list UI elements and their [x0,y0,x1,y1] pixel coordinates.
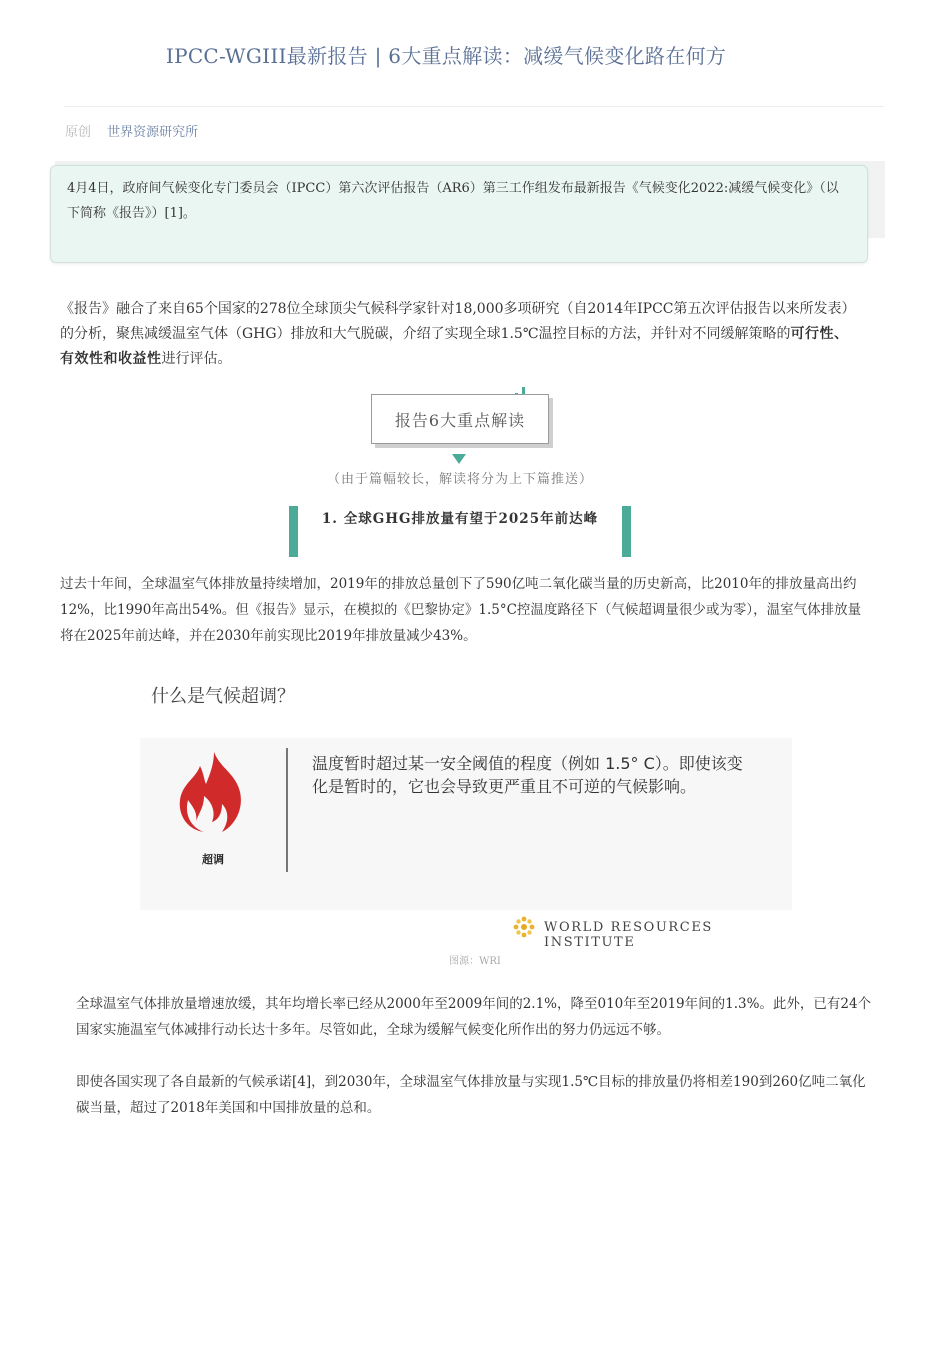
paragraph-1 [60,297,860,372]
flame-shape [180,752,241,832]
paragraph-1-text: 《报告》融合了来自65个国家的278位全球顶尖气候科学家针对18,000多项研究（自2014年IPCC第五次评估报告以来所发表）的分析，聚焦减缓温室气体（GHG）排放和大气脱碳，介绍了实现全球1.5℃温控目标的方法，并针对不同缓解策略的 [60,301,856,342]
heading-bar-right [622,506,631,557]
paragraph-4: 即使各国实现了各自最新的气候承诺[4]，到2030年，全球温室气体排放量与实现1.5℃目标的排放量仍将相差190到260亿吨二氧化碳当量，超过了2018年美国和中国排放量的总和。 [76,1074,866,1116]
section-box [371,394,549,444]
intro-quote-box [50,165,868,263]
paragraph-3: 全球温室气体排放量增速放缓，其年均增长率已经从2000年至2009年间的2.1%，降至010年至2019年间的1.3%。此外，已有24个国家实施温室气体减排行动长达十多年。尽管如此，全球为缓解气候变化所作出的努力仍远远不够。 [76,996,872,1038]
title-divider [64,106,884,107]
original-tag: 原创 [65,125,92,140]
section-note: （由于篇幅较长，解读将分为上下篇推送） [326,472,593,487]
wri-logo-icon [513,916,535,938]
heading-bar-left [289,506,298,557]
article-meta [65,121,198,140]
paragraph-2: 过去十年间，全球温室气体排放量持续增加，2019年的排放总量创下了590亿吨二氧化碳当量的历史新高，比2010年的排放量高出约12%，比1990年高出54%。但《报告》显示，在模拟的《巴黎协定》1.5°C控温度路径下（气候超调量很少或为零），温室气体排放量将在2025年前达峰，并在2030年前实现比2019年排放量减少43%。 [60,576,862,644]
overshoot-definition: 温度暂时超过某一安全阈值的程度（例如 1.5° C）。即使该变化是暂时的，它也会导致更严重且不可逆的气候影响。 [312,754,743,796]
author-link[interactable]: 世界资源研究所 [107,125,199,140]
section-1-heading: 1. 全球GHG排放量有望于2025年前达峰 [321,511,599,527]
article-title: IPCC-WGIII最新报告 | 6大重点解读：减缓气候变化路在何方 [165,44,727,68]
section-box-label: 报告6大重点解读 [394,411,526,430]
flame-icon [174,750,254,835]
intro-quote-text: 4月4日，政府间气候变化专门委员会（IPCC）第六次评估报告（AR6）第三工作组发布最新报告《气候变化2022:减缓气候变化》（以下简称《报告》）[1]。 [67,181,839,221]
overshoot-label: 超调 [202,853,224,866]
figure-caption: 图源：WRI [449,956,501,967]
figure-divider [286,748,288,872]
overshoot-figure [140,668,795,950]
down-triangle-icon [452,454,466,464]
paragraph-1-bold: 可行性、有效性和收益性 [60,326,849,367]
wri-logo-text: WORLD RESOURCES INSTITUTE [544,920,713,950]
figure-title: 什么是气候超调？ [151,686,295,707]
paragraph-1-end: 进行评估。 [161,351,232,367]
